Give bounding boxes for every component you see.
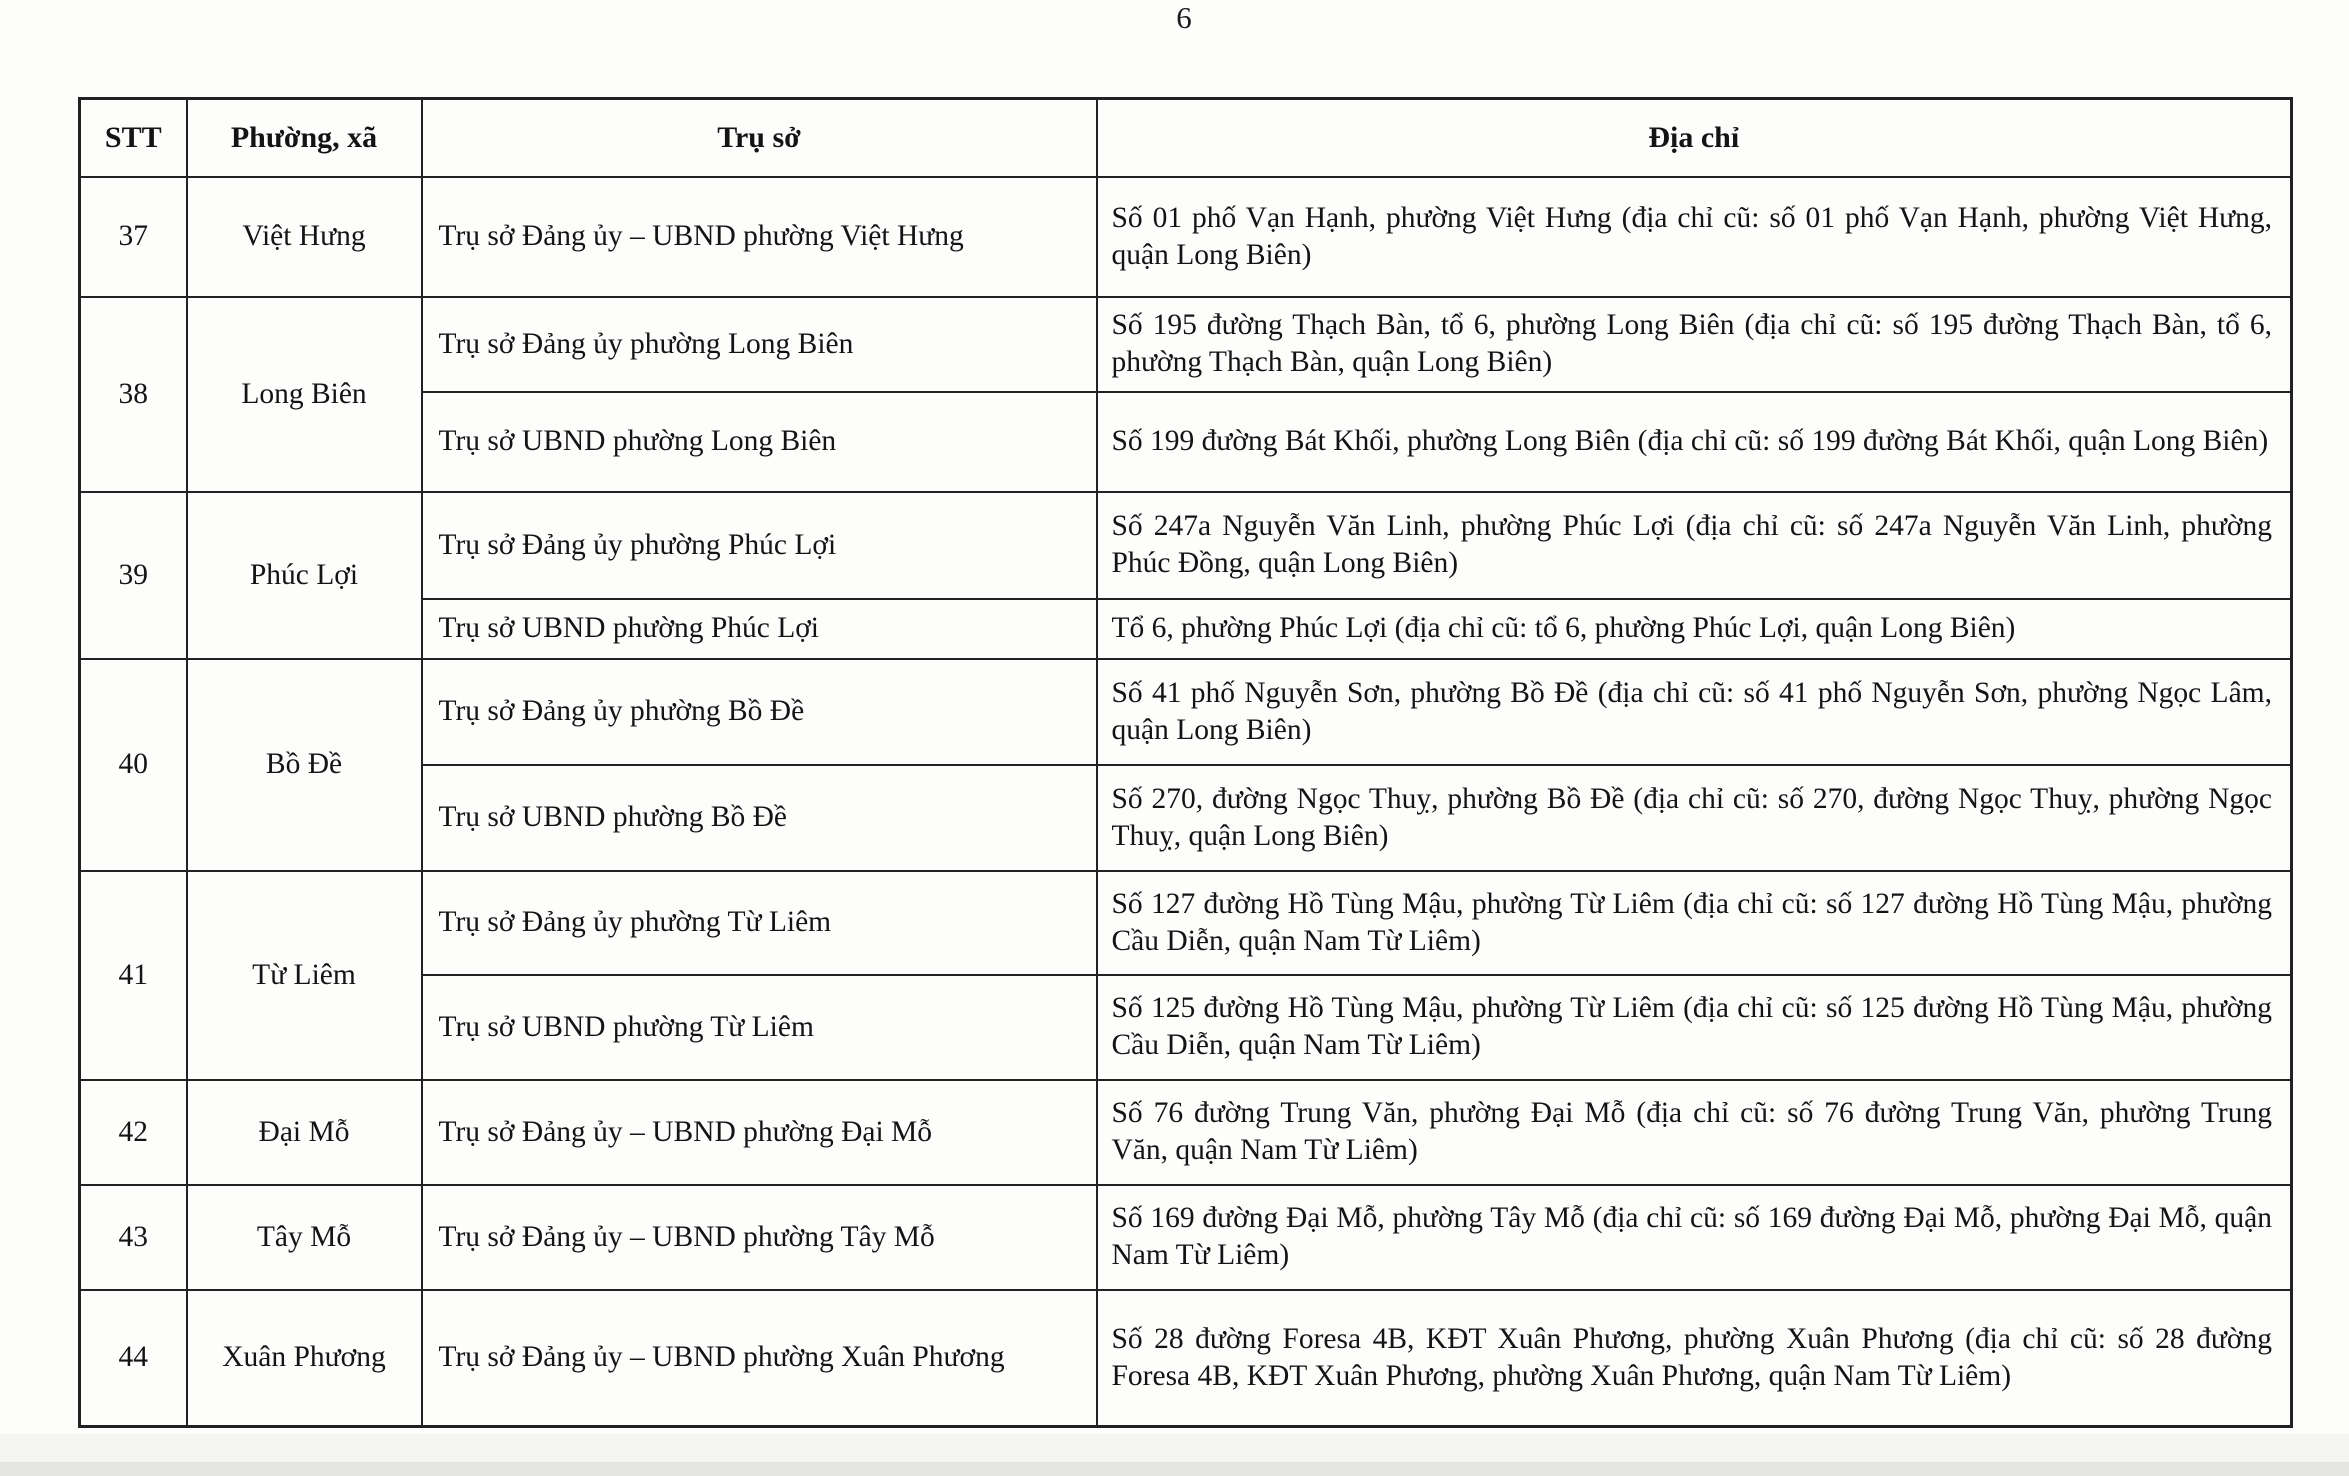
table-header-row (80, 99, 2292, 177)
address-cell: Số 169 đường Đại Mỗ, phường Tây Mỗ (địa chỉ cũ: số 169 đường Đại Mỗ, phường Đại Mỗ, quận Nam Từ Liêm) (1097, 1185, 2292, 1290)
table-row (80, 492, 2292, 599)
office-cell: Trụ sở Đảng ủy phường Phúc Lợi (422, 492, 1097, 599)
header-ward: Phường, xã (187, 99, 422, 177)
stt-cell: 42 (80, 1080, 187, 1185)
table-row (80, 1290, 2292, 1427)
address-cell: Tổ 6, phường Phúc Lợi (địa chỉ cũ: tổ 6, phường Phúc Lợi, quận Long Biên) (1097, 599, 2292, 659)
address-cell: Số 127 đường Hồ Tùng Mậu, phường Từ Liêm (địa chỉ cũ: số 127 đường Hồ Tùng Mậu, phường Cầu Diễn, quận Nam Từ Liêm) (1097, 871, 2292, 975)
address-cell: Số 125 đường Hồ Tùng Mậu, phường Từ Liêm (địa chỉ cũ: số 125 đường Hồ Tùng Mậu, phường Cầu Diễn, quận Nam Từ Liêm) (1097, 975, 2292, 1080)
office-cell: Trụ sở Đảng ủy phường Từ Liêm (422, 871, 1097, 975)
scan-edge-light (0, 1434, 2349, 1462)
address-cell: Số 28 đường Foresa 4B, KĐT Xuân Phương, phường Xuân Phương (địa chỉ cũ: số 28 đường Foresa 4B, KĐT Xuân Phương, phường Xuân Phương, quận Nam Từ Liêm) (1097, 1290, 2292, 1427)
table-row (80, 1185, 2292, 1290)
stt-cell: 37 (80, 177, 187, 297)
office-cell: Trụ sở Đảng ủy – UBND phường Tây Mỗ (422, 1185, 1097, 1290)
ward-cell: Xuân Phương (187, 1290, 422, 1427)
office-cell: Trụ sở Đảng ủy – UBND phường Việt Hưng (422, 177, 1097, 297)
ward-cell: Tây Mỗ (187, 1185, 422, 1290)
table-body (80, 177, 2292, 1427)
header-office: Trụ sở (422, 99, 1097, 177)
scan-edge-dark (0, 1462, 2349, 1476)
ward-cell: Việt Hưng (187, 177, 422, 297)
address-cell: Số 76 đường Trung Văn, phường Đại Mỗ (địa chỉ cũ: số 76 đường Trung Văn, phường Trung Văn, quận Nam Từ Liêm) (1097, 1080, 2292, 1185)
stt-cell: 43 (80, 1185, 187, 1290)
table-row (80, 297, 2292, 392)
address-cell: Số 270, đường Ngọc Thuỵ, phường Bồ Đề (địa chỉ cũ: số 270, đường Ngọc Thuỵ, phường Ngọc Thuỵ, quận Long Biên) (1097, 765, 2292, 871)
address-cell: Số 195 đường Thạch Bàn, tổ 6, phường Long Biên (địa chỉ cũ: số 195 đường Thạch Bàn, tổ 6, phường Thạch Bàn, quận Long Biên) (1097, 297, 2292, 392)
office-cell: Trụ sở Đảng ủy – UBND phường Đại Mỗ (422, 1080, 1097, 1185)
address-cell: Số 01 phố Vạn Hạnh, phường Việt Hưng (địa chỉ cũ: số 01 phố Vạn Hạnh, phường Việt Hưng, quận Long Biên) (1097, 177, 2292, 297)
ward-cell: Từ Liêm (187, 871, 422, 1080)
table-row (80, 177, 2292, 297)
stt-cell: 40 (80, 659, 187, 871)
office-cell: Trụ sở UBND phường Phúc Lợi (422, 599, 1097, 659)
table-row (80, 659, 2292, 765)
office-cell: Trụ sở Đảng ủy phường Bồ Đề (422, 659, 1097, 765)
stt-cell: 38 (80, 297, 187, 492)
office-cell: Trụ sở UBND phường Từ Liêm (422, 975, 1097, 1080)
table-row (80, 871, 2292, 975)
ward-cell: Bồ Đề (187, 659, 422, 871)
address-cell: Số 41 phố Nguyễn Sơn, phường Bồ Đề (địa chỉ cũ: số 41 phố Nguyễn Sơn, phường Ngọc Lâm, quận Long Biên) (1097, 659, 2292, 765)
table-row (80, 1080, 2292, 1185)
stt-cell: 44 (80, 1290, 187, 1427)
office-cell: Trụ sở UBND phường Long Biên (422, 392, 1097, 492)
header-address: Địa chỉ (1097, 99, 2292, 177)
address-cell: Số 247a Nguyễn Văn Linh, phường Phúc Lợi (địa chỉ cũ: số 247a Nguyễn Văn Linh, phường Phúc Đồng, quận Long Biên) (1097, 492, 2292, 599)
office-cell: Trụ sở Đảng ủy phường Long Biên (422, 297, 1097, 392)
office-cell: Trụ sở UBND phường Bồ Đề (422, 765, 1097, 871)
address-cell: Số 199 đường Bát Khối, phường Long Biên (địa chỉ cũ: số 199 đường Bát Khối, quận Long Biên) (1097, 392, 2292, 492)
stt-cell: 41 (80, 871, 187, 1080)
ward-cell: Long Biên (187, 297, 422, 492)
page-number: 6 (1176, 0, 1192, 35)
ward-cell: Đại Mỗ (187, 1080, 422, 1185)
ward-office-table (78, 97, 2293, 1428)
ward-cell: Phúc Lợi (187, 492, 422, 659)
office-cell: Trụ sở Đảng ủy – UBND phường Xuân Phương (422, 1290, 1097, 1427)
stt-cell: 39 (80, 492, 187, 659)
header-stt: STT (80, 99, 187, 177)
